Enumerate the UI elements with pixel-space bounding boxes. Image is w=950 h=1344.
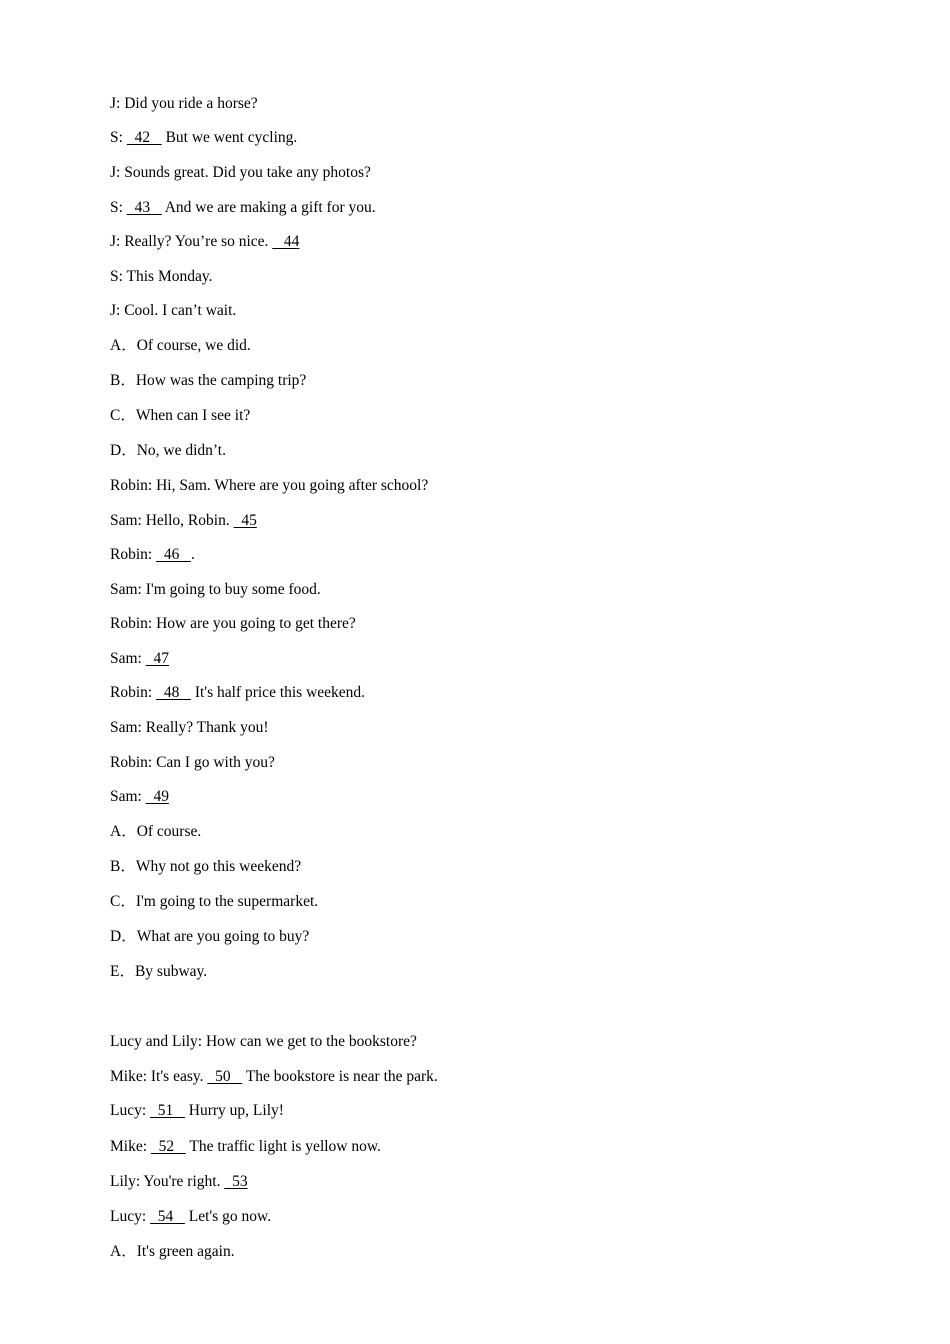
dialogue-line: J: Sounds great. Did you take any photos? [110, 164, 371, 181]
answer-blank-45[interactable]: 45 [233, 512, 257, 529]
dialogue-line: S: This Monday. [110, 268, 213, 285]
answer-blank-42[interactable]: 42 [126, 129, 162, 146]
dialogue-line: Sam: Hello, Robin. 45 [110, 512, 257, 529]
dialogue-line: Lucy and Lily: How can we get to the bookstore? [110, 1033, 417, 1050]
dialogue-line: J: Cool. I can’t wait. [110, 302, 237, 319]
dialogue-line: Lucy: 51 Hurry up, Lily! [110, 1102, 284, 1119]
answer-blank-46[interactable]: 46 [156, 546, 191, 563]
option-d: D．No, we didn’t. [110, 442, 226, 459]
dialogue-line: S: 42 But we went cycling. [110, 129, 298, 146]
answer-blank-43[interactable]: 43 [126, 199, 162, 216]
option-a: A．Of course, we did. [110, 337, 251, 354]
dialogue-line: Mike: 52 The traffic light is yellow now. [110, 1138, 381, 1155]
dialogue-line: Sam: 47 [110, 650, 169, 667]
dialogue-line: Robin: 46 . [110, 546, 195, 563]
dialogue-line: Sam: 49 [110, 788, 169, 805]
answer-blank-47[interactable]: 47 [145, 650, 169, 667]
option-e: E．By subway. [110, 963, 208, 980]
dialogue-line: Lily: You're right. 53 [110, 1173, 248, 1190]
dialogue-line: Robin: Hi, Sam. Where are you going after school? [110, 477, 429, 494]
dialogue-line: J: Did you ride a horse? [110, 95, 258, 112]
answer-blank-52[interactable]: 52 [150, 1138, 186, 1155]
dialogue-line: Mike: It's easy. 50 The bookstore is near the park. [110, 1068, 438, 1085]
answer-blank-53[interactable]: 53 [224, 1173, 248, 1190]
answer-blank-51[interactable]: 51 [150, 1102, 185, 1119]
option-a: A．Of course. [110, 823, 202, 840]
dialogue-line: S: 43 And we are making a gift for you. [110, 199, 376, 216]
option-c: C．I'm going to the supermarket. [110, 893, 319, 910]
dialogue-line: Robin: 48 It's half price this weekend. [110, 684, 366, 701]
answer-blank-44[interactable]: 44 [272, 233, 300, 250]
dialogue-line: Robin: Can I go with you? [110, 754, 275, 771]
option-b: B．Why not go this weekend? [110, 858, 302, 875]
dialogue-line: J: Really? You’re so nice. 44 [110, 233, 300, 250]
answer-blank-54[interactable]: 54 [150, 1208, 185, 1225]
dialogue-line: Sam: Really? Thank you! [110, 719, 269, 736]
answer-blank-49[interactable]: 49 [145, 788, 169, 805]
dialogue-line: Robin: How are you going to get there? [110, 615, 356, 632]
option-a: A．It's green again. [110, 1243, 235, 1260]
option-c: C．When can I see it? [110, 407, 251, 424]
dialogue-line: Lucy: 54 Let's go now. [110, 1208, 272, 1225]
option-b: B．How was the camping trip? [110, 372, 307, 389]
answer-blank-50[interactable]: 50 [207, 1068, 243, 1085]
dialogue-line: Sam: I'm going to buy some food. [110, 581, 321, 598]
option-d: D．What are you going to buy? [110, 928, 310, 945]
answer-blank-48[interactable]: 48 [156, 684, 191, 701]
